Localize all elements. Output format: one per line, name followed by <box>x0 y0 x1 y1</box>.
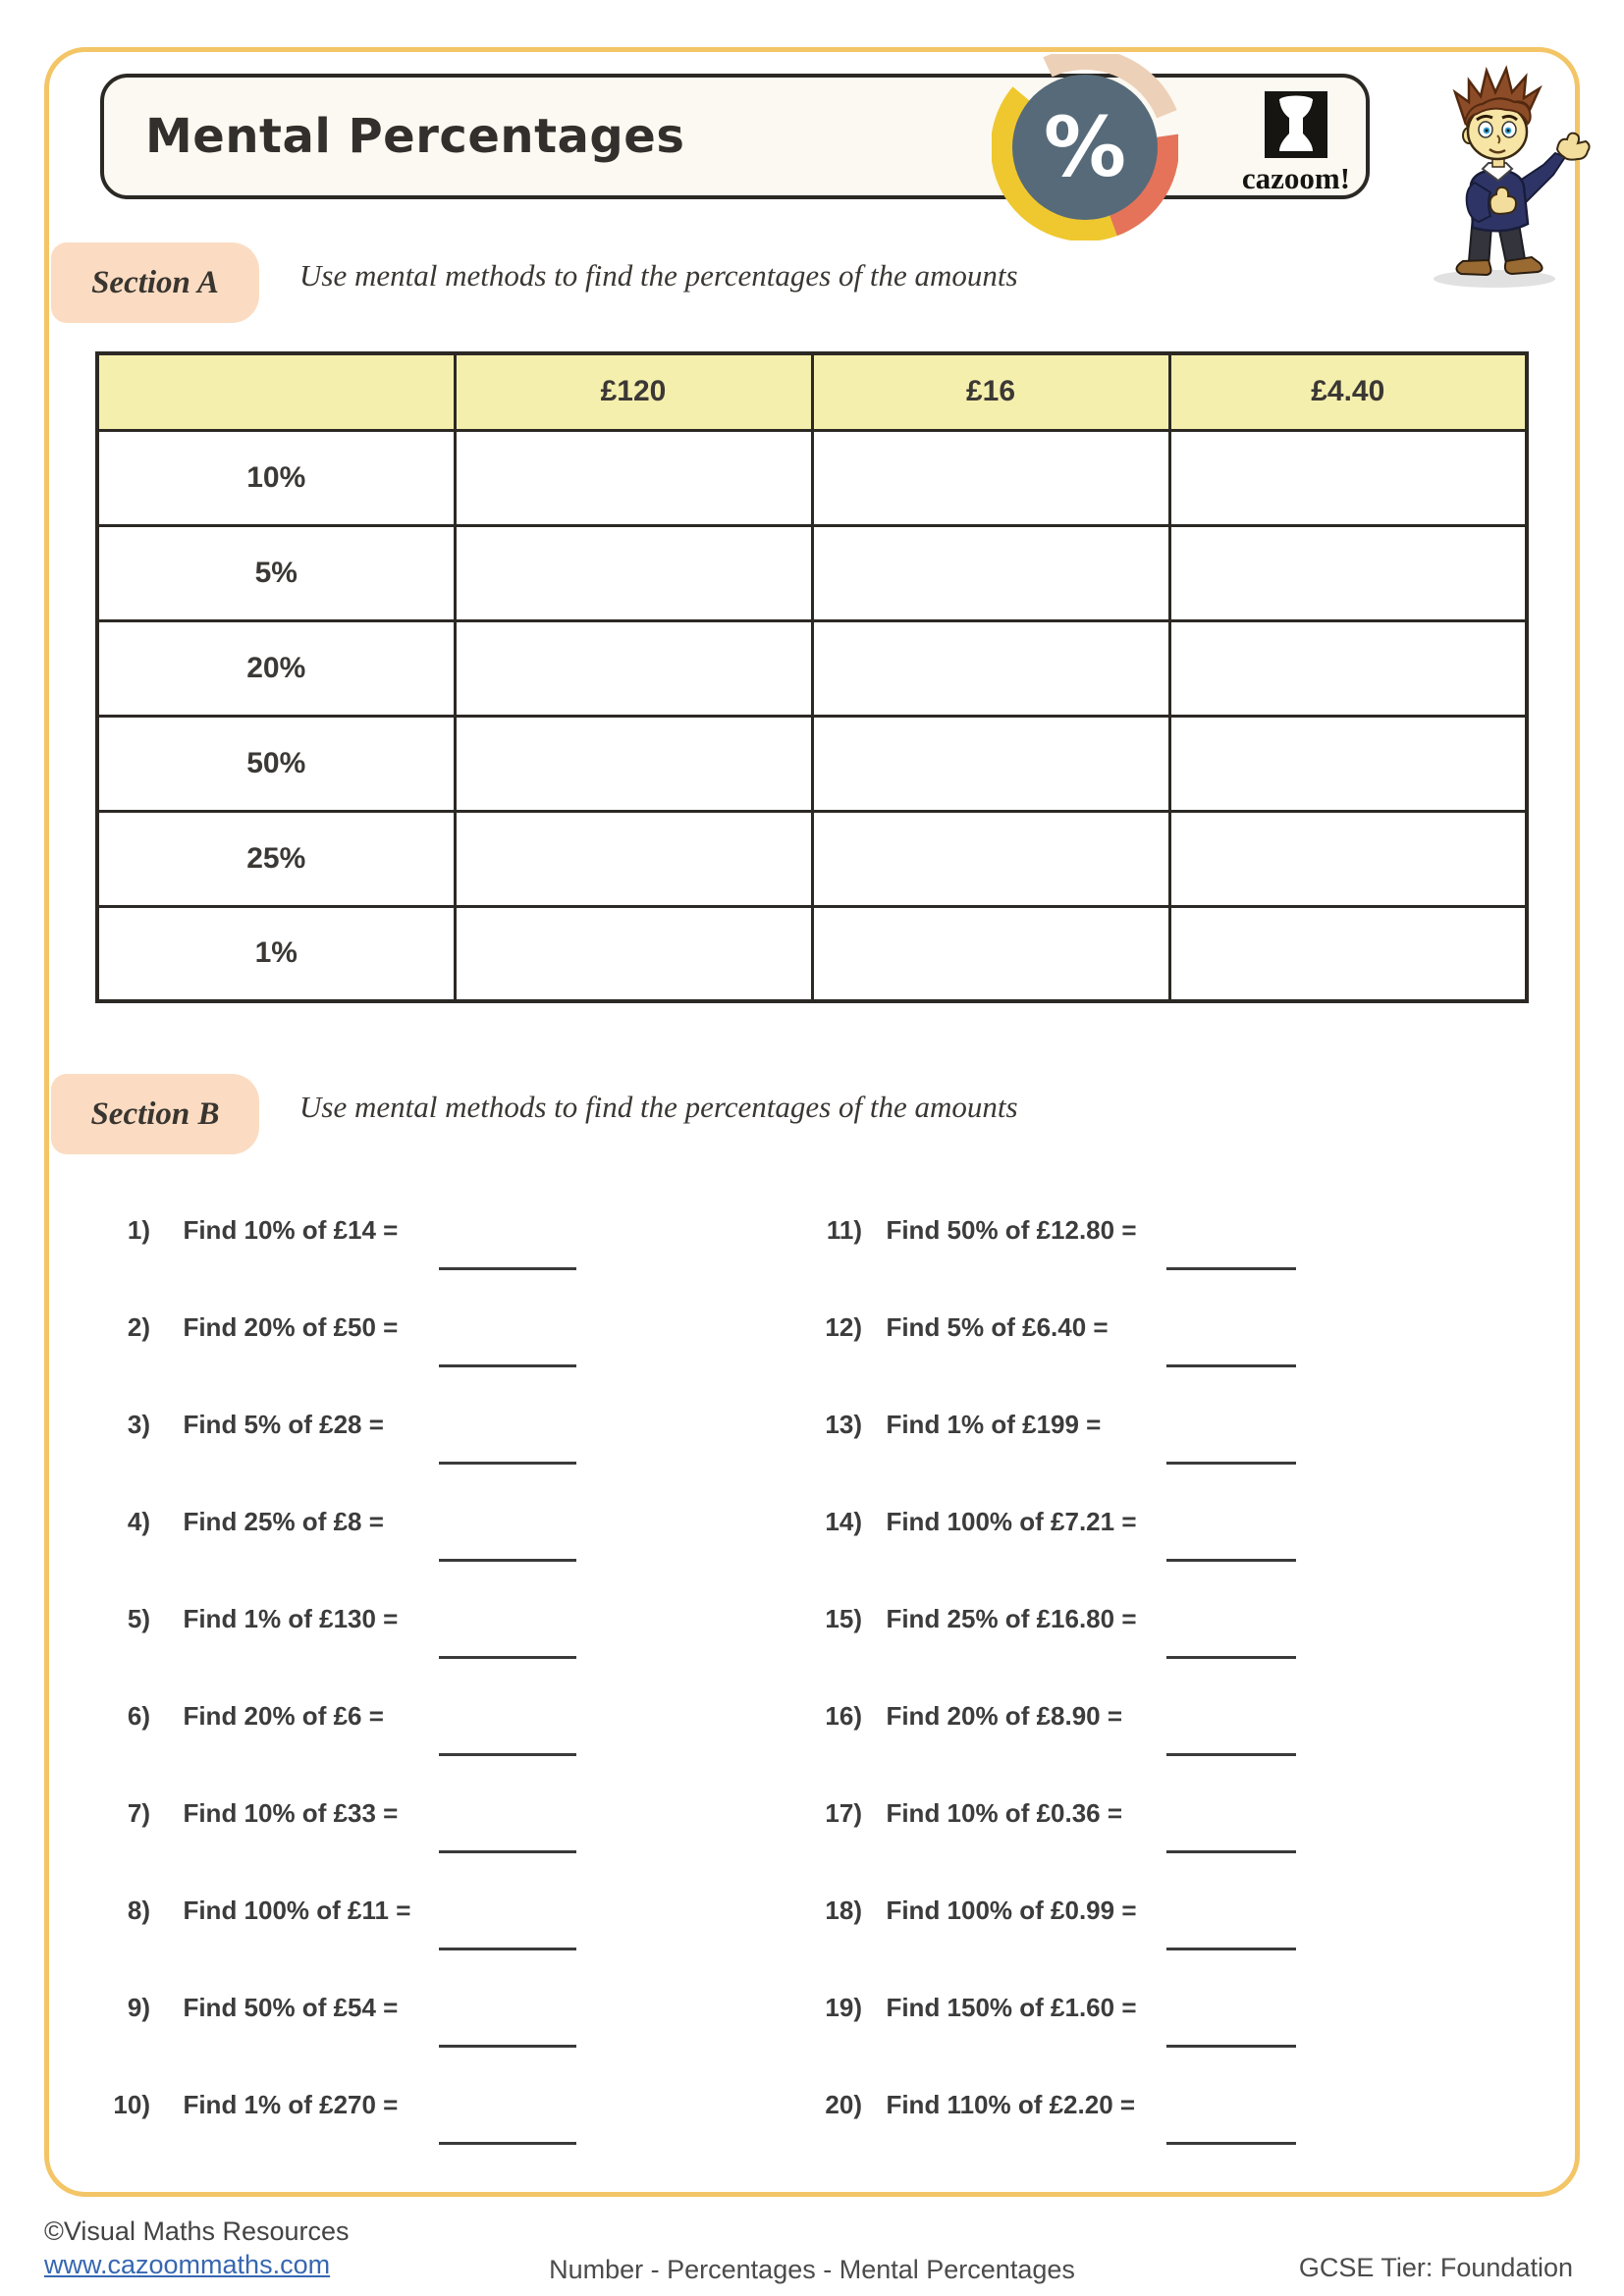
question-number: 8) <box>127 1896 150 1925</box>
answer-line[interactable] <box>439 2045 576 2048</box>
section-a-table <box>95 351 1529 1003</box>
answer-line[interactable] <box>1166 1267 1296 1270</box>
question-number: 16) <box>825 1701 862 1731</box>
question-number: 4) <box>127 1507 150 1536</box>
answer-cell[interactable] <box>812 430 1169 525</box>
section-a-label-text: Section A <box>91 264 219 300</box>
question-text: Find 50% of £54 = <box>183 1993 399 2022</box>
footer-topic-breadcrumb: Number - Percentages - Mental Percentages <box>549 2255 1075 2284</box>
question-text: Find 150% of £1.60 = <box>886 1993 1137 2022</box>
page-title: Mental Percentages <box>145 109 685 164</box>
answer-cell[interactable] <box>812 811 1169 906</box>
answer-line[interactable] <box>439 1753 576 1756</box>
question-text: Find 25% of £8 = <box>183 1507 384 1536</box>
question-text: Find 1% of £270 = <box>183 2090 399 2119</box>
question-number: 7) <box>127 1798 150 1828</box>
answer-cell[interactable] <box>1169 811 1527 906</box>
question-text: Find 5% of £28 = <box>183 1410 384 1439</box>
question-item <box>83 1701 810 1798</box>
answer-line[interactable] <box>439 1559 576 1562</box>
percent-symbol: % <box>1043 99 1127 195</box>
question-text: Find 20% of £50 = <box>183 1312 399 1342</box>
question-number: 15) <box>825 1604 862 1633</box>
footer-tier-label: GCSE Tier: Foundation <box>1298 2253 1573 2282</box>
question-item <box>83 1604 810 1701</box>
answer-line[interactable] <box>439 2142 576 2145</box>
mascot-boy-illustration <box>1396 59 1602 290</box>
table-corner-cell <box>97 353 455 430</box>
answer-line[interactable] <box>1166 1364 1296 1367</box>
title-box <box>100 74 1370 199</box>
question-item <box>805 1701 1532 1798</box>
row-label: 1% <box>97 906 455 1001</box>
question-item <box>83 1410 810 1507</box>
footer-website-link[interactable]: www.cazoommaths.com <box>44 2250 331 2279</box>
answer-line[interactable] <box>1166 1559 1296 1562</box>
drum-icon <box>1265 91 1327 158</box>
answer-cell[interactable] <box>455 906 812 1001</box>
answer-cell[interactable] <box>812 906 1169 1001</box>
section-b-label-text: Section B <box>90 1095 220 1132</box>
cazoom-logo-text: cazoom! <box>1241 161 1351 195</box>
question-number: 18) <box>825 1896 862 1925</box>
question-item <box>83 1215 810 1312</box>
table-row <box>97 430 1527 525</box>
question-item <box>83 1507 810 1604</box>
table-row <box>97 811 1527 906</box>
row-label: 20% <box>97 620 455 716</box>
question-text: Find 10% of £14 = <box>183 1215 399 1245</box>
question-text: Find 100% of £7.21 = <box>886 1507 1137 1536</box>
table-row <box>97 620 1527 716</box>
questions-left-column <box>83 1215 810 2187</box>
answer-cell[interactable] <box>1169 906 1527 1001</box>
question-item <box>805 1798 1532 1896</box>
section-b-instruction: Use mental methods to find the percentages of the amounts <box>299 1090 1018 1124</box>
question-item <box>805 1604 1532 1701</box>
answer-line[interactable] <box>439 1656 576 1659</box>
question-text: Find 20% of £8.90 = <box>886 1701 1123 1731</box>
question-number: 11) <box>826 1215 862 1245</box>
table-row <box>97 716 1527 811</box>
question-item <box>805 1215 1532 1312</box>
question-number: 12) <box>825 1312 862 1342</box>
question-text: Find 10% of £33 = <box>183 1798 399 1828</box>
answer-cell[interactable] <box>812 716 1169 811</box>
question-number: 17) <box>825 1798 862 1828</box>
row-label: 5% <box>97 525 455 620</box>
question-item <box>805 1993 1532 2090</box>
question-item <box>805 1410 1532 1507</box>
row-label: 25% <box>97 811 455 906</box>
question-text: Find 100% of £0.99 = <box>886 1896 1137 1925</box>
table-row <box>97 906 1527 1001</box>
question-item <box>805 1896 1532 1993</box>
answer-cell[interactable] <box>812 620 1169 716</box>
question-text: Find 25% of £16.80 = <box>886 1604 1137 1633</box>
question-item <box>805 1312 1532 1410</box>
question-text: Find 1% of £199 = <box>886 1410 1102 1439</box>
question-item <box>805 1507 1532 1604</box>
row-label: 50% <box>97 716 455 811</box>
answer-cell[interactable] <box>455 811 812 906</box>
answer-line[interactable] <box>1166 1850 1296 1853</box>
answer-cell[interactable] <box>455 620 812 716</box>
answer-line[interactable] <box>1166 1462 1296 1465</box>
cazoom-logo <box>1218 91 1375 196</box>
percent-badge-icon <box>992 54 1178 240</box>
answer-cell[interactable] <box>455 525 812 620</box>
answer-line[interactable] <box>439 1948 576 1950</box>
question-item <box>83 2090 810 2187</box>
question-number: 6) <box>127 1701 150 1731</box>
answer-cell[interactable] <box>1169 525 1527 620</box>
question-text: Find 110% of £2.20 = <box>886 2090 1136 2119</box>
question-item <box>83 1798 810 1896</box>
section-a-instruction: Use mental methods to find the percentages of the amounts <box>299 258 1018 293</box>
answer-cell[interactable] <box>1169 430 1527 525</box>
question-number: 20) <box>825 2090 862 2119</box>
question-text: Find 1% of £130 = <box>183 1604 399 1633</box>
table-col-header: £4.40 <box>1169 353 1527 430</box>
answer-line[interactable] <box>1166 1753 1296 1756</box>
answer-cell[interactable] <box>455 430 812 525</box>
answer-line[interactable] <box>1166 1656 1296 1659</box>
question-text: Find 100% of £11 = <box>183 1896 411 1925</box>
question-number: 14) <box>825 1507 862 1536</box>
question-item <box>83 1993 810 2090</box>
table-col-header: £16 <box>812 353 1169 430</box>
answer-line[interactable] <box>439 1850 576 1853</box>
table-col-header: £120 <box>455 353 812 430</box>
question-number: 2) <box>127 1312 150 1342</box>
question-number: 19) <box>825 1993 862 2022</box>
question-number: 10) <box>113 2090 150 2119</box>
question-item <box>83 1896 810 1993</box>
answer-cell[interactable] <box>1169 620 1527 716</box>
table-row <box>97 525 1527 620</box>
question-number: 3) <box>127 1410 150 1439</box>
section-a-label <box>51 242 259 323</box>
answer-line[interactable] <box>439 1462 576 1465</box>
table-header-row <box>97 353 1527 430</box>
section-b-label <box>51 1074 259 1154</box>
row-label: 10% <box>97 430 455 525</box>
question-number: 13) <box>825 1410 862 1439</box>
question-text: Find 20% of £6 = <box>183 1701 384 1731</box>
answer-line[interactable] <box>439 1267 576 1270</box>
question-text: Find 5% of £6.40 = <box>886 1312 1109 1342</box>
footer-copyright: ©Visual Maths Resources <box>44 2216 350 2246</box>
question-number: 1) <box>127 1215 150 1245</box>
question-number: 9) <box>127 1993 150 2022</box>
question-item <box>805 2090 1532 2187</box>
question-text: Find 50% of £12.80 = <box>886 1215 1137 1245</box>
answer-cell[interactable] <box>1169 716 1527 811</box>
answer-line[interactable] <box>1166 2045 1296 2048</box>
questions-right-column <box>805 1215 1532 2187</box>
question-item <box>83 1312 810 1410</box>
answer-line[interactable] <box>439 1364 576 1367</box>
answer-line[interactable] <box>1166 1948 1296 1950</box>
answer-cell[interactable] <box>812 525 1169 620</box>
answer-line[interactable] <box>1166 2142 1296 2145</box>
question-text: Find 10% of £0.36 = <box>886 1798 1123 1828</box>
answer-cell[interactable] <box>455 716 812 811</box>
question-number: 5) <box>127 1604 150 1633</box>
